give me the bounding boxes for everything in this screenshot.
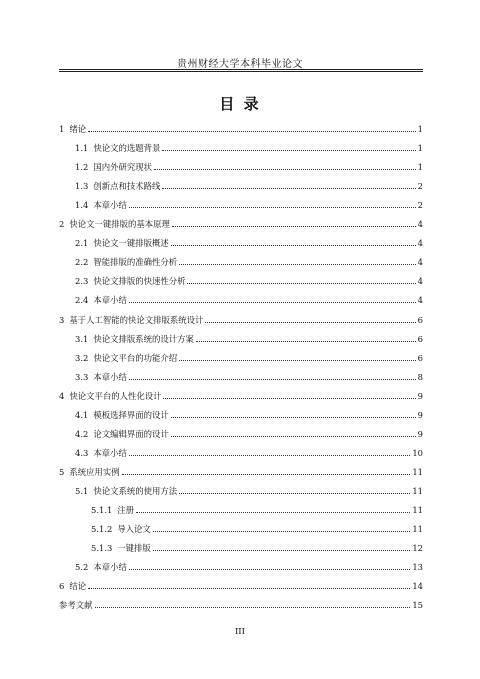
toc-entry-label: 基于人工智能的快论文排版系统设计 — [69, 314, 204, 325]
toc-leader-dots — [171, 436, 416, 437]
toc-entry-number: 1.3 — [75, 181, 89, 192]
toc-entry[interactable] — [75, 372, 423, 382]
toc-entry-label: 本章小结 — [93, 295, 127, 306]
toc-entry-label: 快论文平台的功能介绍 — [93, 352, 178, 363]
header-rule-thin — [59, 71, 423, 72]
toc-entry[interactable] — [75, 353, 423, 363]
toc-entry-page: 11 — [412, 524, 423, 535]
toc-leader-dots — [154, 169, 416, 170]
toc-entry-page: 4 — [417, 238, 423, 249]
toc-entry-page: 9 — [417, 390, 423, 401]
toc-leader-dots — [171, 417, 416, 418]
toc-leader-dots — [153, 531, 411, 532]
toc-entry-label: 快论文排版系统的设计方案 — [93, 333, 194, 344]
toc-entry-label: 快论文一键排版概述 — [93, 238, 169, 249]
toc-entry-page: 9 — [417, 409, 423, 420]
toc-leader-dots — [162, 188, 415, 189]
toc-entry[interactable] — [59, 315, 423, 325]
toc-entry-page: 11 — [412, 505, 423, 515]
toc-entry-label: 快论文系统的使用方法 — [93, 485, 178, 496]
toc-entry[interactable] — [59, 581, 423, 591]
toc-entry-number: 4 — [59, 390, 65, 401]
page-header: 贵州财经大学本科毕业论文 — [177, 59, 303, 70]
toc-leader-dots — [122, 474, 411, 475]
toc-entry[interactable] — [91, 543, 423, 553]
toc-leader-dots — [129, 302, 416, 303]
toc-entry-number: 2.3 — [75, 276, 89, 287]
toc-entry[interactable] — [75, 143, 423, 153]
toc-leader-dots — [129, 379, 416, 380]
toc-entry-page: 12 — [412, 543, 423, 554]
header-rule — [59, 69, 423, 70]
toc-entry-number: 4.2 — [75, 428, 89, 439]
toc-entry[interactable] — [75, 334, 423, 344]
toc-leader-dots — [162, 150, 415, 151]
toc-leader-dots — [205, 322, 415, 323]
toc-entry-number: 2.1 — [75, 238, 89, 249]
toc-entry[interactable] — [75, 562, 423, 572]
toc-entry[interactable] — [75, 410, 423, 420]
toc-entry-label: 快论文的选题背景 — [93, 143, 161, 154]
toc-entry-number: 2.4 — [75, 295, 89, 306]
toc-leader-dots — [163, 398, 415, 399]
toc-leader-dots — [171, 245, 416, 246]
toc-entry-page: 4 — [417, 295, 423, 306]
toc-entry-number: 5.1.1 — [91, 505, 113, 515]
toc-entry-label: 模板选择界面的设计 — [93, 409, 169, 420]
toc-entry-page: 11 — [412, 466, 423, 477]
toc-leader-dots — [129, 569, 411, 570]
toc-entry[interactable] — [75, 238, 423, 248]
toc-entry-label: 本章小结 — [93, 447, 127, 458]
toc-entry[interactable] — [75, 200, 423, 210]
toc-entry-number: 3.2 — [75, 352, 89, 363]
toc-entry[interactable] — [91, 524, 423, 534]
toc-entry-page: 9 — [417, 428, 423, 439]
page-number: III — [234, 627, 246, 637]
toc-entry-number: 1.4 — [75, 200, 89, 211]
toc-entry-number: 1 — [59, 124, 65, 134]
toc-entry[interactable] — [75, 181, 423, 191]
toc-leader-dots — [196, 341, 416, 342]
toc-entry-page: 6 — [417, 314, 423, 325]
toc-leader-dots — [129, 455, 411, 456]
toc-entry-number: 1.2 — [75, 162, 89, 173]
toc-entry[interactable] — [75, 162, 423, 172]
toc-entry-label: 国内外研究现状 — [93, 162, 152, 173]
toc-entry-page: 15 — [412, 600, 423, 611]
toc-entry-label: 绪论 — [69, 124, 87, 134]
toc-entry-number: 4.3 — [75, 447, 89, 458]
toc-entry[interactable] — [75, 257, 423, 267]
toc-entry[interactable] — [59, 124, 423, 134]
toc-entry-page: 4 — [417, 257, 423, 268]
toc-entry[interactable] — [75, 295, 423, 305]
toc-entry-page: 6 — [417, 352, 423, 363]
toc-leader-dots — [129, 207, 416, 208]
toc-entry[interactable] — [91, 505, 423, 515]
toc-leader-dots — [172, 226, 416, 227]
toc-entry-label: 注册 — [117, 505, 135, 515]
toc-entry-page: 2 — [417, 200, 423, 211]
toc-entry-page: 10 — [412, 447, 423, 458]
toc-entry-label: 快论文平台的人性化设计 — [69, 390, 162, 401]
toc-entry-label: 快论文一键排版的基本原理 — [69, 219, 170, 230]
toc-leader-dots — [136, 512, 410, 513]
toc-entry-number: 5.2 — [75, 562, 89, 573]
toc-entry-number: 2.2 — [75, 257, 89, 268]
toc-entry[interactable] — [75, 448, 423, 458]
toc-entry-page: 6 — [417, 333, 423, 344]
toc-entry-page: 1 — [417, 143, 423, 154]
toc-entry[interactable] — [59, 467, 423, 477]
toc-entry-page: 2 — [417, 181, 423, 192]
toc-title: 目 录 — [219, 95, 261, 113]
toc-entry-number: 6 — [59, 581, 65, 592]
toc-entry-page: 4 — [417, 276, 423, 287]
toc-entry-number: 5 — [59, 466, 65, 477]
toc-leader-dots — [95, 607, 411, 608]
toc-leader-dots — [88, 131, 416, 132]
toc-entry-label: 论文编辑界面的设计 — [93, 428, 169, 439]
toc-entry[interactable] — [59, 600, 423, 610]
toc-entry-page: 4 — [417, 219, 423, 230]
toc-leader-dots — [179, 264, 416, 265]
toc-entry-page: 13 — [412, 562, 423, 573]
toc-entry-label: 参考文献 — [59, 600, 93, 611]
toc-entry-number: 2 — [59, 219, 65, 230]
toc-leader-dots — [153, 550, 411, 551]
toc-entry-number: 5.1.2 — [91, 524, 113, 535]
toc-entry-number: 5.1 — [75, 485, 89, 496]
toc-entry[interactable] — [59, 391, 423, 401]
toc-entry-label: 系统应用实例 — [69, 466, 120, 477]
toc-entry-number: 4.1 — [75, 409, 89, 420]
toc-entry-label: 导入论文 — [117, 524, 151, 535]
toc-entry-number: 3 — [59, 314, 65, 325]
toc-entry-label: 创新点和技术路线 — [93, 181, 161, 192]
toc-entry-page: 14 — [412, 581, 423, 592]
toc-leader-dots — [187, 283, 415, 284]
toc-entry[interactable] — [59, 219, 423, 229]
toc-entry-page: 1 — [417, 124, 423, 134]
toc-entry-number: 1.1 — [75, 143, 89, 154]
toc-entry-label: 智能排版的准确性分析 — [93, 257, 178, 268]
toc-entry-label: 本章小结 — [93, 200, 127, 211]
toc-leader-dots — [179, 493, 410, 494]
toc-leader-dots — [88, 588, 410, 589]
toc-entry-page: 1 — [417, 162, 423, 173]
toc-entry-number: 3.3 — [75, 371, 89, 382]
toc-entry-label: 一键排版 — [117, 543, 151, 554]
toc-entry-label: 本章小结 — [93, 371, 127, 382]
toc-entry[interactable] — [75, 429, 423, 439]
toc-entry-label: 快论文排版的快速性分析 — [93, 276, 186, 287]
toc-entry-label: 结论 — [69, 581, 87, 592]
toc-entry-number: 3.1 — [75, 333, 89, 344]
toc-leader-dots — [179, 360, 416, 361]
toc-entry-label: 本章小结 — [93, 562, 127, 573]
toc-entry-page: 11 — [412, 485, 423, 496]
toc-entry[interactable] — [75, 486, 423, 496]
toc-entry-page: 8 — [417, 371, 423, 382]
toc-entry[interactable] — [75, 276, 423, 286]
toc-entry-number: 5.1.3 — [91, 543, 113, 554]
